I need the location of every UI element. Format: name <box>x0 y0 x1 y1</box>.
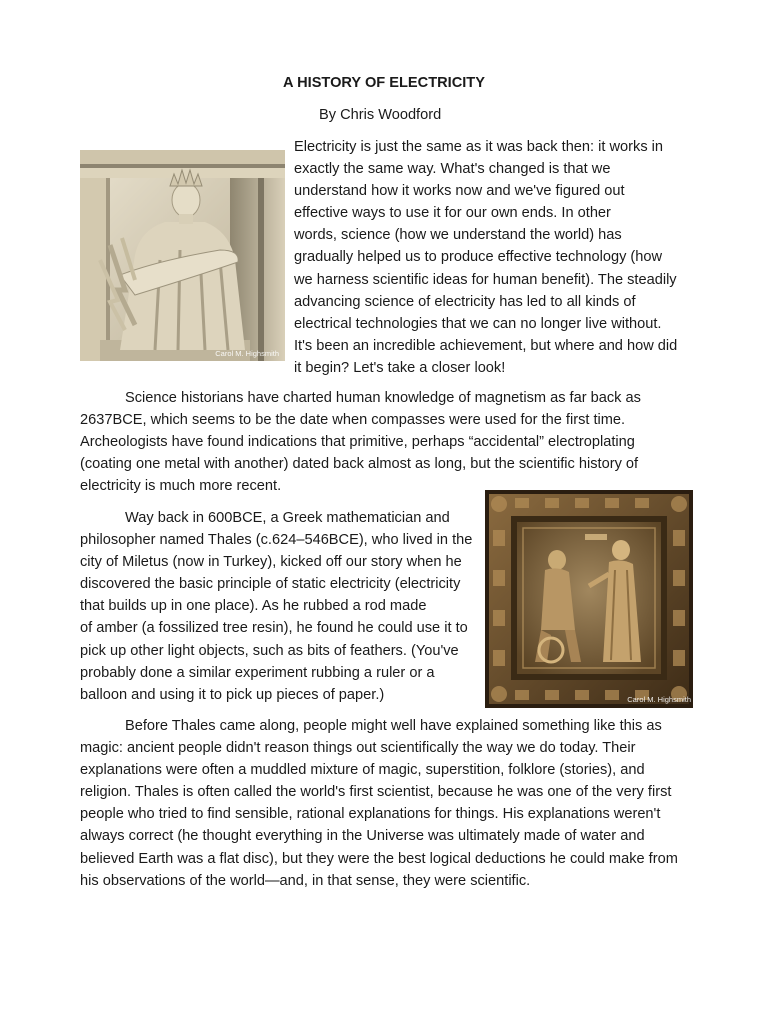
paragraph-line: electricity is much more recent. <box>80 478 282 495</box>
paragraph-line: effective ways to use it for our own ends. In other <box>294 205 611 222</box>
paragraph-line: we harness scientific ideas for human benefit). The steadily <box>294 271 677 288</box>
paragraph-line: understand how it works now and we've figured out <box>294 183 625 200</box>
paragraph-line: Archeologists have found indications that primitive, perhaps “accidental” electroplating <box>80 434 635 451</box>
paragraph-1 <box>294 136 694 379</box>
paragraph-line: Science historians have charted human knowledge of magnetism as far back as <box>125 390 641 406</box>
paragraph-line: (coating one metal with another) dated back almost as long, but the scientific history of <box>80 456 639 473</box>
paragraph-line: pick up other light objects, such as bits of feathers. (You've <box>80 642 459 659</box>
paragraph-line: discovered the basic principle of static electricity (electricity <box>80 576 461 593</box>
relief-illustration <box>485 490 693 708</box>
photo-credit: Carol M. Highsmith <box>627 695 691 704</box>
paragraph-line: advancing science of electricity has led to all kinds of <box>294 293 636 310</box>
paragraph-line: It's been an incredible achievement, but where and how did <box>294 337 678 354</box>
paragraph-line: exactly the same way. What's changed is that we <box>294 161 611 178</box>
document-title: A HISTORY OF ELECTRICITY <box>283 75 485 91</box>
paragraph-line: magic: ancient people didn't reason things out scientifically the way we do today. Their <box>80 740 636 757</box>
paragraph-line: Way back in 600BCE, a Greek mathematician and <box>125 510 450 526</box>
paragraph-line: gradually helped us to produce effective technology (how <box>294 249 663 266</box>
document-byline: By Chris Woodford <box>319 107 442 123</box>
paragraph-line: philosopher named Thales (c.624–546BCE), who lived in the <box>80 532 473 549</box>
paragraph-line: electrical technologies that we can no longer live without. <box>294 315 662 332</box>
paragraph-line: religion. Thales is often called the world's first scientist, because he was one of the very first <box>80 784 672 801</box>
paragraph-line: people who tried to find sensible, rational explanations for things. His explanations weren't <box>80 806 661 823</box>
paragraph-line: probably done a similar experiment rubbing a ruler or a <box>80 664 435 681</box>
paragraph-line: words, science (how we understand the world) has <box>294 227 622 244</box>
paragraph-line: always correct (he thought everything in the Universe was ultimately made of water and <box>80 828 645 845</box>
paragraph-line: it begin? Let's take a closer look! <box>294 359 506 376</box>
paragraph-line: believed Earth was a flat disc), but they were the best logical deductions he could make from <box>80 850 678 867</box>
relief-panel-photo <box>485 490 693 708</box>
paragraph-line: Electricity is just the same as it was back then: it works in <box>294 139 664 155</box>
paragraph-line: explanations were often a muddled mixture of magic, superstition, folklore (stories), and <box>80 762 645 779</box>
statue-photo <box>80 150 285 361</box>
paragraph-line: 2637BCE, which seems to be the date when compasses were used for the first time. <box>80 412 626 429</box>
paragraph-line: balloon and using it to pick up pieces of paper.) <box>80 686 385 703</box>
paragraph-line: his observations of the world—and, in that sense, they were scientific. <box>80 872 531 889</box>
paragraph-2 <box>80 387 690 497</box>
paragraph-line: city of Miletus (now in Turkey), kicked off our story when he <box>80 554 462 571</box>
paragraph-line: Before Thales came along, people might well have explained something like this as <box>125 718 662 734</box>
paragraph-line: that builds up in one place). As he rubbed a rod made <box>80 598 427 615</box>
paragraph-3 <box>80 507 480 706</box>
statue-illustration <box>80 150 285 361</box>
paragraph-4 <box>80 715 690 892</box>
photo-credit: Carol M. Highsmith <box>215 349 279 358</box>
paragraph-line: of amber (a fossilized tree resin), he found he could use it to <box>80 620 468 637</box>
